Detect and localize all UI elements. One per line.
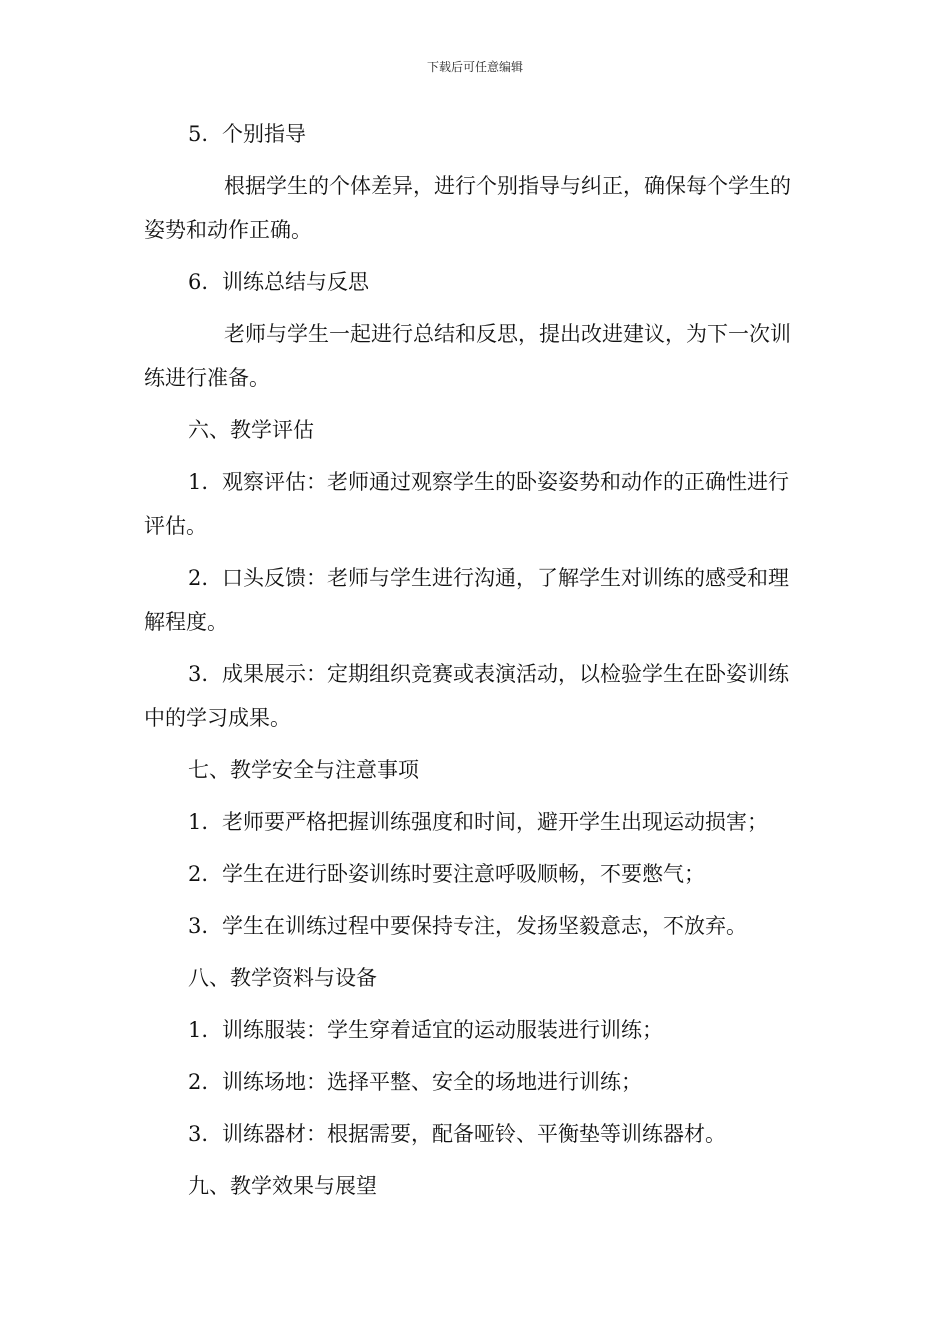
subsection-5-heading xyxy=(144,112,806,156)
item-number: 1. xyxy=(188,810,209,834)
item-number: 6. xyxy=(188,270,209,294)
item-number: 3. xyxy=(188,1122,209,1146)
item-text: 观察评估：老师通过观察学生的卧姿姿势和动作的正确性进行评估。 xyxy=(144,470,789,538)
list-item xyxy=(144,904,806,948)
item-number: 1. xyxy=(188,470,209,494)
list-item xyxy=(144,460,806,548)
item-text: 学生在训练过程中要保持专注，发扬坚毅意志，不放弃。 xyxy=(222,914,747,938)
page-header: 下载后可任意编辑 xyxy=(426,60,523,74)
item-text: 老师要严格把握训练强度和时间，避开学生出现运动损害； xyxy=(222,810,768,834)
list-item xyxy=(144,556,806,644)
item-text: 训练器材：根据需要，配备哑铃、平衡垫等训练器材。 xyxy=(222,1122,726,1146)
item-title: 训练总结与反思 xyxy=(222,270,369,294)
paragraph-individual-guidance: 根据学生的个体差异，进行个别指导与纠正，确保每个学生的姿势和动作正确。 xyxy=(144,174,791,242)
list-item xyxy=(144,1008,806,1052)
item-number: 2. xyxy=(188,862,209,886)
section-heading-evaluation: 六、教学评估 xyxy=(188,418,314,442)
item-text: 训练场地：选择平整、安全的场地进行训练； xyxy=(222,1070,642,1094)
subsection-6-heading xyxy=(144,260,806,304)
section-heading-materials: 八、教学资料与设备 xyxy=(188,966,377,990)
item-text: 口头反馈：老师与学生进行沟通，了解学生对训练的感受和理解程度。 xyxy=(144,566,789,634)
item-text: 训练服装：学生穿着适宜的运动服装进行训练； xyxy=(222,1018,663,1042)
list-item xyxy=(144,800,806,844)
item-number: 2. xyxy=(188,1070,209,1094)
item-number: 2. xyxy=(188,566,209,590)
item-number: 1. xyxy=(188,1018,209,1042)
document-body xyxy=(144,112,806,1216)
section-heading-outlook: 九、教学效果与展望 xyxy=(188,1174,377,1198)
list-item xyxy=(144,652,806,740)
item-number: 3. xyxy=(188,662,209,686)
paragraph-summary-reflection: 老师与学生一起进行总结和反思，提出改进建议，为下一次训练进行准备。 xyxy=(144,322,791,390)
section-heading-safety: 七、教学安全与注意事项 xyxy=(188,758,419,782)
item-text: 学生在进行卧姿训练时要注意呼吸顺畅，不要憋气； xyxy=(222,862,705,886)
list-item xyxy=(144,1060,806,1104)
item-title: 个别指导 xyxy=(222,122,306,146)
item-number: 5. xyxy=(188,122,209,146)
item-text: 成果展示：定期组织竞赛或表演活动，以检验学生在卧姿训练中的学习成果。 xyxy=(144,662,789,730)
list-item xyxy=(144,852,806,896)
list-item xyxy=(144,1112,806,1156)
item-number: 3. xyxy=(188,914,209,938)
